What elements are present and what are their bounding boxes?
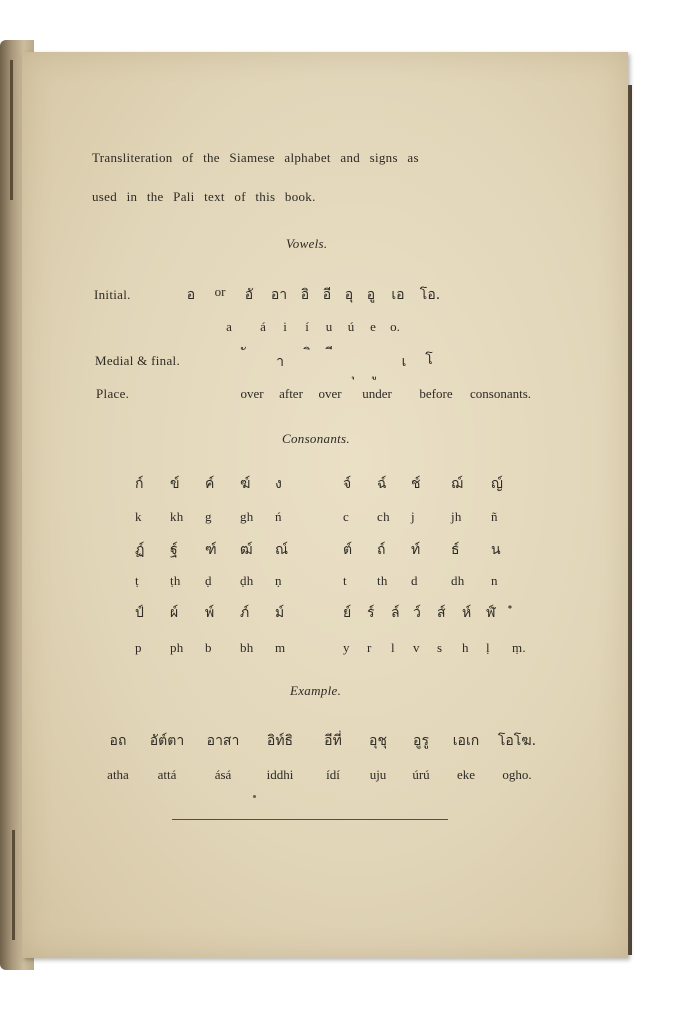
vowels-initial-thai-row [176, 284, 446, 306]
thai-vowel: อั [244, 287, 254, 303]
latin-consonant: k [135, 509, 142, 524]
thai-vowel: อี [322, 287, 332, 303]
latin-consonant: g [205, 509, 212, 524]
thai-consonant: น [491, 542, 501, 558]
example-thai-word: อิท์ธิ [266, 733, 294, 749]
thai-consonant: ค์ [205, 476, 215, 492]
latin-vowel: í [305, 319, 309, 334]
thai-consonant: ฬ์ [486, 605, 496, 621]
vowels-initial-latin-row [206, 319, 406, 335]
example-thai-word: อีที่ [324, 733, 342, 749]
latin-consonant: kh [170, 509, 184, 524]
vowel-sign: เ [401, 354, 407, 370]
thai-consonant: ญ์ [491, 476, 504, 492]
thai-consonant: ภ์ [240, 605, 250, 621]
latin-consonant: dh [451, 573, 465, 588]
vowel-sign [344, 361, 366, 377]
thai-consonant: ง [275, 476, 283, 492]
latin-consonant: n [491, 573, 498, 588]
latin-consonant: jh [451, 509, 462, 524]
latin-consonant: bh [240, 640, 254, 655]
thai-consonant: ณ์ [275, 542, 289, 558]
initial-label: Initial. [94, 287, 131, 302]
place-value: after [279, 386, 303, 401]
place-value: under [362, 386, 392, 401]
example-latin-word: eke [456, 767, 476, 782]
example-latin-word: ídí [326, 767, 340, 782]
example-thai-word: โอโฆ. [497, 733, 537, 749]
book-page [22, 52, 628, 958]
latin-consonant: ch [377, 509, 390, 524]
latin-vowel: u [325, 319, 333, 334]
thai-consonant: ฆ์ [240, 476, 251, 492]
latin-consonant: ṃ. [512, 640, 526, 655]
latin-vowel: ú [347, 319, 355, 334]
example-thai-word: อูรู [413, 733, 429, 749]
thai-consonant: ม์ [275, 605, 285, 621]
thai-consonant: ข์ [170, 476, 180, 492]
latin-consonant: gh [240, 509, 254, 524]
thai-consonant: ฏ์ [135, 542, 145, 558]
thai-consonant: ผ์ [170, 605, 179, 621]
latin-consonant: s [437, 640, 443, 655]
example-thai-word: อุชุ [369, 733, 387, 749]
example-thai-word: อถ [109, 733, 127, 749]
medial-final-label: Medial & final. [95, 353, 181, 368]
latin-consonant: y [343, 640, 350, 655]
latin-vowel: i [283, 319, 287, 334]
place-value: over [240, 386, 264, 401]
thai-vowel: อ [186, 287, 196, 303]
thai-vowel: เอ [391, 287, 405, 303]
example-thai-word: อาสา [206, 733, 240, 749]
heading-line-2: used in the Pali text of this book. [92, 189, 316, 204]
thai-consonant: พ์ [205, 605, 215, 621]
example-thai-word: เอเก [452, 733, 480, 749]
thai-consonant: ฉ์ [377, 476, 387, 492]
latin-consonant: ḍh [240, 573, 254, 588]
binding-stitch [12, 830, 15, 940]
latin-vowel: a [226, 319, 232, 334]
example-latin-word: úrú [412, 767, 430, 782]
thai-vowel: or [214, 284, 226, 299]
example-latin-word: iddhi [266, 767, 294, 782]
example-latin-row [98, 767, 544, 783]
thai-consonant: ฌ์ [451, 476, 464, 492]
thai-consonant: จ์ [343, 476, 352, 492]
vowel-sign: า [276, 354, 284, 370]
latin-consonant: ṭ [135, 573, 139, 588]
example-latin-word: attá [157, 767, 177, 782]
latin-consonant: l [391, 640, 395, 655]
thai-consonant: ป์ [135, 605, 145, 621]
latin-vowel: á [260, 319, 266, 334]
latin-consonant: th [377, 573, 388, 588]
latin-consonant: ph [170, 640, 184, 655]
place-value: before [419, 386, 453, 401]
latin-consonant: c [343, 509, 350, 524]
latin-consonant: ṇ [275, 573, 282, 588]
thai-consonant: ฑ์ [205, 542, 217, 558]
binding-stitch [10, 60, 13, 200]
thai-consonant: ฐ์ [170, 542, 179, 558]
thai-consonant: ถ์ [377, 542, 386, 558]
latin-consonant: r [367, 640, 372, 655]
thai-consonant: ช์ [411, 476, 421, 492]
thai-vowel: อา [270, 287, 288, 303]
vowel-sign [232, 343, 260, 377]
thai-consonant: ฒ์ [240, 542, 253, 558]
thai-consonant: ธ์ [451, 542, 460, 558]
thai-consonant: ย์ [343, 605, 352, 621]
vowels-title: Vowels. [286, 236, 328, 251]
thai-consonant: ร์ [367, 605, 375, 621]
vowel-sign [300, 343, 322, 377]
latin-consonant: m [275, 640, 286, 655]
vowels-medial-signs-row [232, 343, 438, 377]
latin-consonant: b [205, 640, 212, 655]
latin-consonant: ḍ [205, 573, 212, 588]
example-latin-word: ásá [214, 767, 232, 782]
example-latin-word: uju [369, 767, 387, 782]
example-latin-word: atha [107, 767, 129, 782]
thai-consonant: ว์ [413, 605, 422, 621]
thai-vowel: โอ. [419, 287, 441, 303]
latin-consonant: ḷ [486, 640, 490, 655]
latin-consonant: v [413, 640, 420, 655]
thai-consonant: ท์ [411, 542, 421, 558]
example-title: Example. [290, 683, 342, 698]
thai-vowel: อุ [344, 287, 354, 303]
latin-consonant: ń [275, 509, 282, 524]
latin-consonant: d [411, 573, 418, 588]
thai-consonant: ต์ [343, 542, 353, 558]
latin-consonant: ṭh [170, 573, 181, 588]
latin-consonant: ñ [491, 509, 498, 524]
ink-speck [253, 795, 256, 798]
latin-consonant: p [135, 640, 142, 655]
place-value: over [318, 386, 342, 401]
latin-consonant: j [411, 509, 415, 524]
latin-vowel: o. [390, 319, 400, 334]
vowel-sign: โ [425, 352, 433, 368]
thai-consonant: ห์ [462, 605, 472, 621]
example-latin-word: ogho. [502, 767, 532, 782]
closing-rule [172, 819, 448, 820]
latin-consonant: t [343, 573, 347, 588]
latin-consonant: h [462, 640, 469, 655]
heading-line-1: Transliteration of the Siamese alphabet and signs as [92, 150, 419, 165]
place-value: consonants. [470, 386, 532, 401]
thai-consonant: ก์ [135, 476, 144, 492]
vowel-sign [366, 361, 388, 377]
place-label: Place. [96, 386, 130, 401]
example-thai-row [98, 730, 544, 752]
thai-consonant: ส์ [437, 605, 446, 621]
latin-vowel: e [370, 319, 376, 334]
place-values-row [234, 386, 550, 402]
consonants-title: Consonants. [282, 431, 350, 446]
thai-vowel: อู [366, 287, 376, 303]
example-thai-word: อัต์ตา [149, 733, 185, 749]
thai-consonant: ล์ [391, 605, 400, 621]
vowel-sign [322, 343, 344, 377]
thai-vowel: อิ [300, 287, 310, 303]
